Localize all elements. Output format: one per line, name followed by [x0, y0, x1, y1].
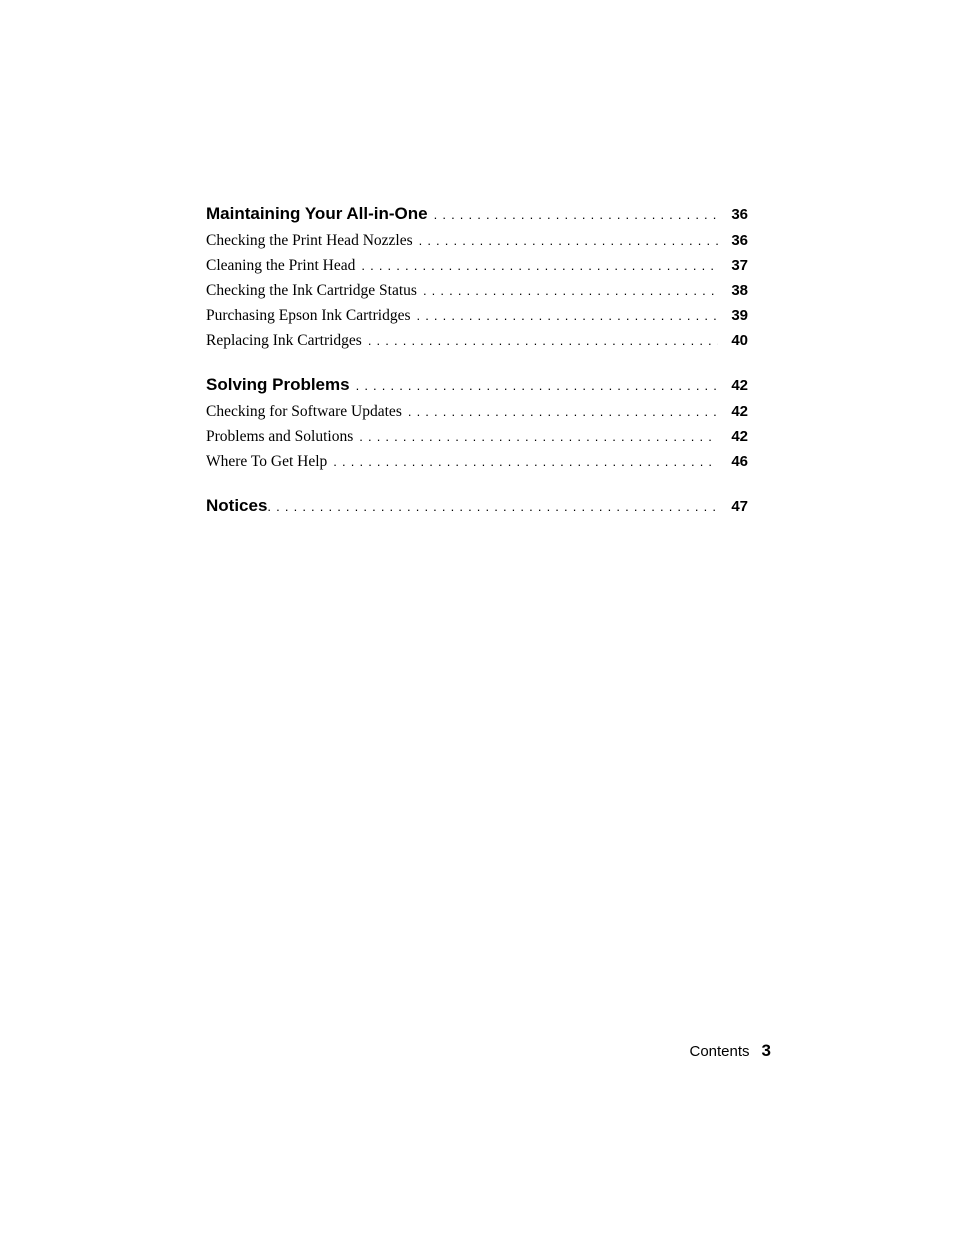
toc-entry-row[interactable] [206, 328, 748, 353]
toc-entry-label: Purchasing Epson Ink Cartridges [206, 307, 411, 324]
toc-entry-page: 42 [731, 428, 748, 445]
page-footer [689, 1041, 771, 1061]
toc-entry-label: Cleaning the Print Head [206, 257, 356, 274]
toc-section-notices [206, 492, 748, 520]
toc-entry-page: 39 [731, 307, 748, 324]
toc-entry-label: Checking the Ink Cartridge Status [206, 282, 417, 299]
toc-heading-title: Maintaining Your All-in-One [206, 204, 428, 223]
toc-entry-page: 37 [731, 257, 748, 274]
toc-entry-page: 46 [731, 453, 748, 470]
toc-entry-row[interactable] [206, 278, 748, 303]
toc-entry-label: Checking for Software Updates [206, 403, 402, 420]
toc-section-maintaining [206, 200, 748, 353]
toc-entry-row[interactable] [206, 253, 748, 278]
toc-entry-label: Checking the Print Head Nozzles [206, 232, 413, 249]
dot-leader [419, 228, 718, 253]
toc-entry-page: 40 [731, 332, 748, 349]
toc-heading-row[interactable] [206, 492, 748, 520]
toc-entry-row[interactable] [206, 228, 748, 253]
dot-leader [267, 493, 718, 521]
dot-leader [423, 278, 718, 303]
toc-entry-label: Problems and Solutions [206, 428, 354, 445]
toc-entry-row[interactable] [206, 399, 748, 424]
dot-leader [434, 201, 718, 229]
toc-entry-page: 36 [731, 232, 748, 249]
toc-heading-page: 47 [731, 498, 748, 515]
toc-heading-title: Solving Problems [206, 375, 350, 394]
toc-section-solving-problems [206, 371, 748, 474]
toc-heading-page: 42 [731, 377, 748, 394]
toc-entry-row[interactable] [206, 424, 748, 449]
toc-entry-page: 42 [731, 403, 748, 420]
toc-heading-page: 36 [731, 206, 748, 223]
dot-leader [359, 424, 718, 449]
toc-entry-row[interactable] [206, 303, 748, 328]
dot-leader [356, 372, 718, 400]
toc-heading-title: Notices [206, 496, 268, 515]
footer-label: Contents [689, 1043, 750, 1060]
toc-entry-row[interactable] [206, 449, 748, 474]
toc-entry-page: 38 [731, 282, 748, 299]
toc-entry-label: Replacing Ink Cartridges [206, 332, 362, 349]
dot-leader [368, 328, 718, 353]
dot-leader [416, 303, 718, 328]
dot-leader [408, 399, 718, 424]
footer-page-number: 3 [761, 1041, 771, 1060]
dot-leader [333, 449, 718, 474]
toc-heading-row[interactable] [206, 200, 748, 228]
dot-leader [361, 253, 718, 278]
toc-heading-row[interactable] [206, 371, 748, 399]
table-of-contents [206, 200, 748, 538]
toc-entry-label: Where To Get Help [206, 453, 328, 470]
